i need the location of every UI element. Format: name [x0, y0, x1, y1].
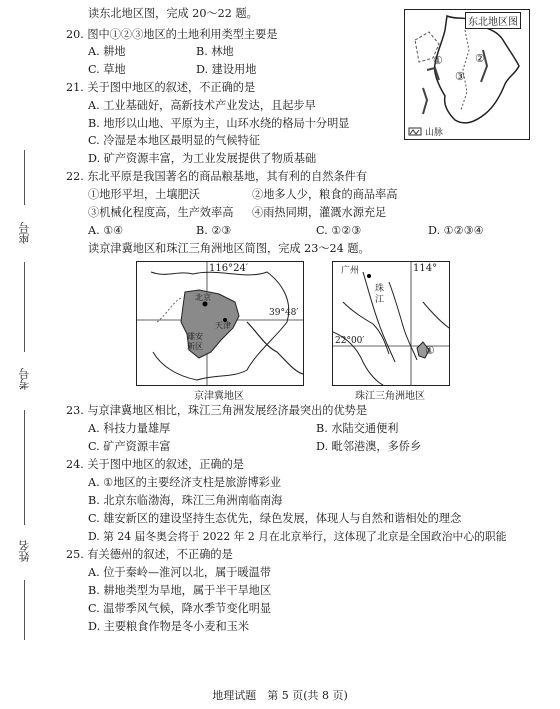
map-caption: 珠江三角洲地区 — [355, 391, 425, 402]
side-rule — [24, 580, 25, 640]
option-a: A. ①④ — [88, 224, 124, 237]
intro-text: 读京津冀地区和珠江三角洲地区简图，完成 23～24 题。 — [88, 242, 370, 255]
option-b: B. 水陆交通便利 — [316, 422, 399, 435]
prd-map — [332, 261, 450, 386]
question-stem: 20. 图中①②③地区的土地利用类型主要是 — [66, 28, 278, 41]
option-c: C. 矿产资源丰富 — [88, 440, 171, 453]
option-c: C. 雄安新区的建设坚持生态优先，绿色发展，体现人与自然和谐相处的理念 — [88, 512, 462, 525]
statement-3: ③机械化程度高，生产效率高 — [88, 206, 234, 219]
side-rule — [24, 262, 25, 352]
question-stem: 24. 关于图中地区的叙述，正确的是 — [66, 458, 244, 471]
option-d: D. 主要粮食作物是冬小麦和玉米 — [88, 620, 250, 633]
map-title: 东北地区图 — [465, 12, 521, 29]
statement-4: ④雨热同期，灌溉水源充足 — [252, 206, 387, 219]
option-c: C. 冷湿是本地区最明显的气候特征 — [88, 134, 260, 147]
region-3-marker: ③ — [455, 70, 465, 83]
city-guangzhou: 广州 — [341, 266, 360, 276]
question-stem: 23. 与京津冀地区相比，珠江三角洲发展经济最突出的优势是 — [66, 404, 368, 417]
question-stem: 22. 东北平原是我国著名的商品粮基地，其有利的自然条件有 — [66, 170, 368, 183]
side-rule — [24, 410, 25, 525]
xiongan-label: 雄安新区 — [187, 332, 203, 351]
statement-1: ①地形平坦，土壤肥沃 — [88, 188, 200, 201]
question-stem: 21. 关于图中地区的叙述，不正确的是 — [66, 81, 256, 94]
latitude-label: 39°48′ — [269, 308, 299, 318]
option-c: C. ①②③ — [316, 224, 362, 237]
city-tianjin: 天津 — [215, 321, 231, 330]
option-a: A. 耕地 — [88, 45, 126, 58]
intro-text: 读东北地区图，完成 20～22 题。 — [88, 7, 258, 20]
option-d: D. 毗邻港澳，多侨乡 — [316, 440, 422, 453]
exam-no-label: 考号 — [18, 368, 31, 390]
question-stem: 25. 有关德州的叙述，不正确的是 — [66, 548, 233, 561]
statement-2: ②地多人少，粮食的商品率高 — [252, 188, 398, 201]
map-caption: 京津冀地区 — [194, 391, 244, 402]
option-d: D. ①②③④ — [428, 224, 484, 237]
option-b: B. 耕地类型为旱地，属于半干旱地区 — [88, 584, 272, 597]
prd-map-drawing — [333, 262, 449, 385]
latitude-label: 22°00′ — [335, 336, 365, 346]
option-b: B. 林地 — [196, 45, 234, 58]
legend-mountain-label: 山脉 — [425, 128, 444, 138]
city-beijing: 北京 — [195, 293, 211, 302]
option-b: B. 地形以山地、平原为主，山环水绕的格局十分明显 — [88, 117, 350, 130]
northeast-map — [404, 9, 530, 140]
option-b: B. ②③ — [196, 224, 232, 237]
option-a: A. 工业基础好，高新技术产业发达，且起步早 — [88, 99, 316, 112]
option-a: A. 科技力量雄厚 — [88, 422, 171, 435]
region-1-marker: ① — [433, 54, 443, 67]
region-2-marker: ② — [475, 52, 485, 65]
side-rule — [24, 150, 25, 205]
option-c: C. 温带季风气候，降水季节变化明显 — [88, 602, 272, 615]
northeast-map-drawing — [405, 10, 529, 139]
option-d: D. 矿产资源丰富，为工业发展提供了物质基础 — [88, 152, 317, 165]
page-footer: 地理试题 第 5 页(共 8 页) — [212, 689, 348, 702]
option-a: A. 位于秦岭—淮河以北，属于暖温带 — [88, 566, 272, 579]
river-zhujiang-label: 珠江 — [375, 284, 385, 305]
name-label: 姓名 — [18, 540, 31, 562]
region-1-marker: ① — [425, 344, 435, 357]
jingjinji-map — [136, 261, 304, 386]
option-d: D. 建设用地 — [196, 63, 257, 76]
seat-label: 座号 — [18, 222, 31, 244]
option-c: C. 草地 — [88, 63, 126, 76]
option-b: B. 北京东临渤海，珠江三角洲南临南海 — [88, 494, 283, 507]
option-a: A. ①地区的主要经济支柱是旅游博彩业 — [88, 476, 282, 489]
longitude-label: 114° — [413, 263, 438, 274]
option-d: D. 第 24 届冬奥会将于 2022 年 2 月在北京举行，这体现了北京是全国政治中心的职能 — [88, 530, 507, 543]
longitude-label: 116°24′ — [209, 263, 249, 274]
